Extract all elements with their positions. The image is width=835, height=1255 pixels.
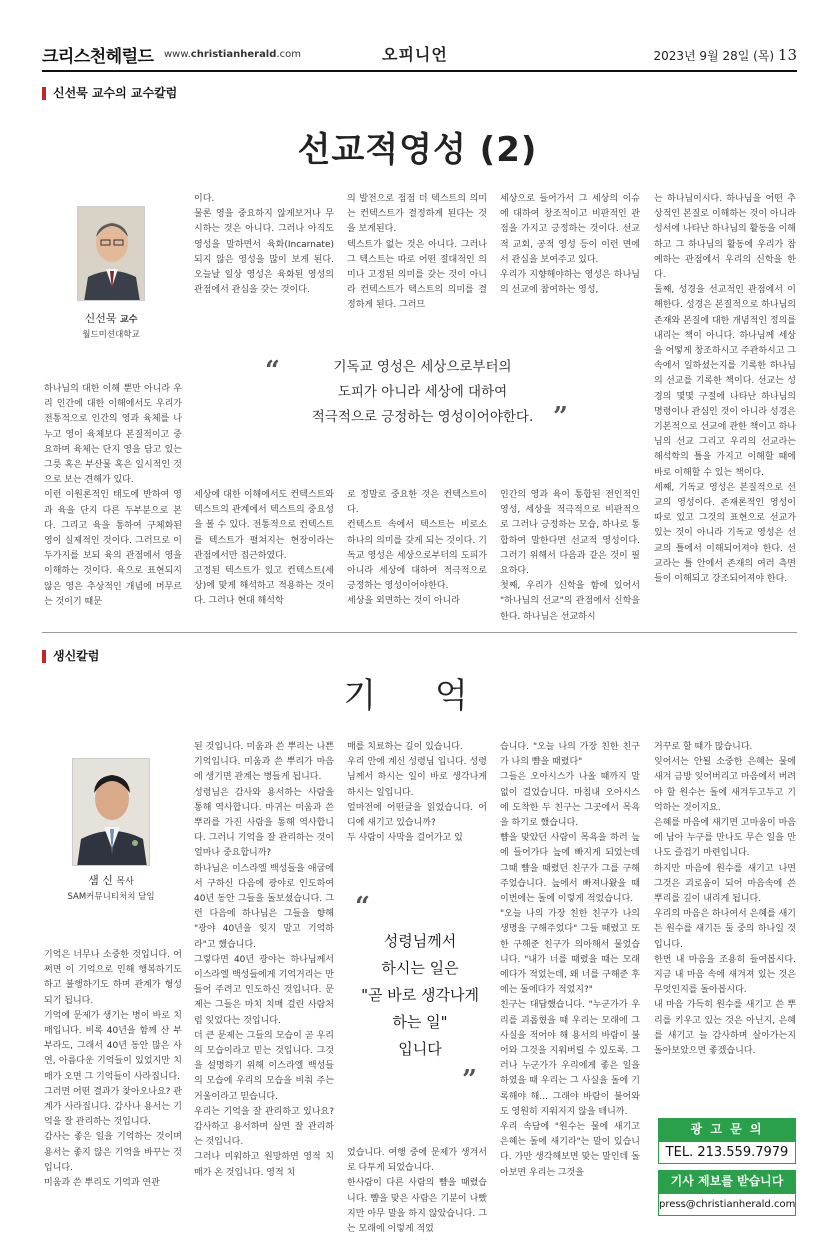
pull-quote-line: 입니다	[398, 1040, 442, 1058]
pull-quote-line: 기독교 영성은 세상으로부터의	[333, 359, 512, 375]
ad-box	[658, 1118, 796, 1216]
pull-quote-line: "곧 바로 생각나게	[361, 986, 479, 1004]
article2-column-3a: 매를 치료하는 길이 있습니다. 우리 안에 계신 성령님 입니다. 성령님께서 하시는 일이 바로 생각나게 하시는 일입니다. 얼마전에 어떤글을 읽었습니다. 어디에 새기고 있습니까? 두 사람이 사막을 걸어가고 있	[347, 742, 487, 844]
author-affiliation: SAM커뮤니티처치 담임	[67, 892, 155, 902]
page-number: 13	[777, 46, 797, 64]
pull-quote	[265, 355, 580, 430]
article-title: 기 억	[343, 676, 492, 716]
author-name-text: 샘 신	[88, 874, 113, 887]
pull-quote	[350, 928, 490, 1063]
pull-quote-line: 도피가 아니라 세상에 대하여	[337, 384, 508, 400]
issue-date	[653, 46, 797, 64]
url-domain: christianherald	[190, 49, 277, 60]
author-title: 목사	[116, 877, 134, 887]
article2-column-4: 습니다. "오늘 나의 가장 친한 친구가 나의 뺨을 때렸다" 그들은 오아시스가 나올 때까지 말없이 걸었습니다. 마침내 오아시스에 도착한 두 친구는 그곳에서 목욕을 하기로 했습니다. 뺨을 맞았던 사람이 목욕을 하러 늪에 들어가다 늪에 빠지게 되었는데 그때 뺨을 때렸던 친구가 그를 구해주었습니다. 늪에서 빠져나왔을 때 이번에는 돌에 이렇게 적었습니다. "오늘 나의 가장 친한 친구가 나의 생명을 구해주었다" 그들 때렸고 또한 구해준 친구가 의아해서 물었습니다. "내가 너를 때렸을 때는 모래에다가 적었는데, 왜 너를 구해준 후에는 돌에다가 적었지?" 친구는 대답했습니다. "누군가가 우리를 괴롭혔을 때 우리는 모래에 그 사실을 적어야 해 용서의 바람이 불어와 그것을 지워버릴 수 있도록. 그러나 누군가가 우리에게 좋은 일을 하였을 때 우리는 그 사실을 돌에 기록해야 해... 그래야 바람이 불어와도 영원히 지워지지 않을 테니까. 우리 속담에 "원수는 물에 새기고 은혜는 돌에 새기라"는 말이 있습니다. 가만 생각해보면 맞는 말인데 돌아보면 우리는 그것을	[500, 742, 640, 1178]
article1-column-2b: 세상에 대한 이해에서도 컨텍스트와 텍스트의 관계에서 텍스트의 중요성을 볼 수 있다. 전통적으로 컨텍스트를 텍스트가 펼쳐지는 현장이라는 관점에서만 접근하였다. 고정된 텍스트가 있고 컨텍스트(세상)에 맞게 해석하고 적용하는 것이다. 그러나 현대 해석학	[194, 490, 334, 607]
url-suffix: .com	[276, 49, 301, 60]
article1-column-4a: 세상으로 들어가서 그 세상의 이슈에 대하여 창조적이고 비판적인 관점을 가지고 긍정하는 것이다. 선교적 교회, 공적 영성 등이 이런 면에서 관심을 보여주고 있다. 우리가 지향해야하는 영성은 하나님의 선교에 참여하는 영성,	[500, 194, 640, 296]
author-photo	[72, 758, 150, 866]
article2-column-1: 기억은 너무나 소중한 것입니다. 어쩌면 이 기억으로 인해 행복하기도 하고 불행하기도 하며 관계가 형성되기 됩니다. 기억에 문제가 생기는 병이 바로 치매입니다. 비록 40년을 함께 산 부부라도, 그래서 40년 동안 많은 사연, 아름다운 기억들이 있었지만 치매가 오면 그 기억들이 사라집니다. 그러면 어떤 결과가 찾아오나요? 관계가 사라집니다. 감사나 용서는 기억을 잘 관리하는 것입니다. 감사는 좋은 일을 기억하는 것이며 용서는 좋지 않은 기억을 바꾸는 것입니다. 미움과 쓴 뿌리도 기억과 연관	[44, 950, 182, 1189]
pull-quote-line: 성령님께서	[383, 932, 457, 950]
column-section-label: 신선묵 교수의 교수칼럼	[42, 87, 177, 100]
date-text: 2023년 9월 28일 (목)	[653, 49, 775, 63]
ad-inquiry-header: 광 고 문 의	[658, 1118, 796, 1141]
section-divider	[42, 632, 797, 633]
newspaper-url[interactable]	[164, 49, 301, 60]
article1-column-3a: 의 발전으로 점점 더 텍스트의 의미는 컨텍스트가 결정하게 된다는 것을 보게된다. 텍스트가 없는 것은 아니다. 그러나 그 텍스트는 따로 어떤 절대적인 의미나 고정된 의미를 갖는 것이 아니라 컨텍스트가 텍스트의 의미를 결정하게 된다. 그러므	[347, 194, 487, 311]
author-name-text: 신선묵	[84, 312, 117, 325]
portrait-illustration	[78, 207, 145, 301]
url-prefix: www.	[164, 49, 191, 60]
article2-column-5: 거꾸로 할 때가 많습니다. 잊어서는 안될 소중한 은혜는 물에 새겨 금방 잊어버리고 마음에서 버려야 할 원수는 돌에 새겨두고두고 기억하는 것이지요. 은혜를 마음에 새기면 고마움이 마음에 남아 누구를 만나도 무슨 일을 만나도 즐겁기 마련입니다. 하지만 마음에 원수를 새기고 나면 그것은 괴로움이 되어 마음속에 쓴 뿌리를 깊이 내리게 됩니다. 우리의 마음은 하나여서 은혜를 새기든 원수를 새기든 둘 중의 하나일 것입니다. 한번 내 마음을 조용히 들여봅시다. 지금 내 마음 속에 새겨져 있는 것은 무엇인지를 돌아봅시다. 내 마음 가득히 원수를 새기고 쓴 뿌리를 키우고 있는 것은 아닌지, 은혜를 새기고 늘 감사하며 살아가는지 돌아보았으면 좋겠습니다.	[654, 742, 796, 1057]
masthead-rule	[42, 70, 797, 72]
author-affiliation: 월드미션대학교	[82, 330, 140, 340]
article1-column-3b: 로 정말로 중요한 것은 컨텍스트이다. 컨텍스트 속에서 텍스트는 비로소 하나의 의미를 갖게 되는 것이다. 기독교 영성은 세상으로부터의 도피가 아니라 세상에 대하여 적극적으로 긍정하는 영성이어야한다. 세상을 외면하는 것이 아니라	[347, 490, 487, 607]
ad-phone[interactable]: TEL. 213.559.7979	[658, 1141, 796, 1164]
author-photo	[77, 206, 145, 301]
article2-column-2: 된 것입니다. 미움과 쓴 뿌리는 나쁜 기억입니다. 미움과 쓴 뿌리가 마음에 생기면 관계는 병들게 됩니다. 성령님은 감사와 용서하는 사람을 통해 역사합니다. 마귀는 미움과 쓴 뿌리를 가진 사람을 통해 역사합니다. 그러니 기억을 잘 관리하는 것이 얼마나 중요합니까? 하나님은 이스라엘 백성들을 애굽에서 구하신 다음에 광야로 인도하여 40년 동안 그들을 돌보셨습니다. 그런 다음에 하나님은 그들을 향해 "광야 40년을 잊지 말고 기억하라"고 했습니다. 그렇다면 40년 광야는 하나님께서 이스라엘 백성들에게 기억거리는 만들어 주려고 인도하신 것입니다. 문제는 그들은 마치 치매 걸린 사람처럼 잊었다는 것입니다. 더 큰 문제는 그들의 모습이 곧 우리의 모습이라고 믿는 것입니다. 그것을 설명하기 위해 이스라엘 백성들의 모습에 우리의 모습을 비춰 주는 거울이라고 믿습니다. 우리는 기억을 잘 관리하고 있나요? 감사하고 용서하며 살면 잘 관리하는 것입니다. 그러나 미워하고 원망하면 영적 치매가 온 것입니다. 영적 치	[194, 742, 334, 1178]
open-quote-icon: “	[355, 892, 370, 922]
open-quote-icon: “	[265, 356, 280, 386]
close-quote-icon: ”	[462, 1065, 477, 1095]
article2-column-3b: 었습니다. 여행 중에 문제가 생겨서로 다투게 되었습니다. 한사람이 다른 사람의 뺨을 때렸습니다. 뺨을 맞은 사람은 기분이 나빴지만 아무 말을 하지 않았습니다. 그는 모래에 이렇게 적었	[347, 1148, 487, 1235]
portrait-illustration	[73, 759, 150, 866]
author-title: 교수	[120, 315, 138, 325]
article1-column-2a: 이다. 물론 영을 중요하지 않게보거나 무시하는 것은 아니다. 그러나 아직도 영성을 말하면서 육화(Incarnate)되지 않은 영성을 많이 보게 된다. 오늘날 일상 영성은 육화된 영성의 관점에서 관심을 갖는 것이다.	[194, 194, 334, 296]
pull-quote-line: 하는 일"	[392, 1013, 448, 1031]
section-name: 오피니언	[382, 45, 448, 64]
masthead	[42, 40, 797, 70]
pull-quote-line: 적극적으로 긍정하는 영성이어야한다.	[311, 409, 534, 425]
article-title: 선교적영성 (2)	[297, 130, 538, 170]
article1-column-5: 는 하나님이시다. 하나님을 어떤 추상적인 본질로 이해하는 것이 아니라 성서에 나타난 하나님의 활동을 이해하고 그 하나님의 활동에 우리가 참예하는 관점에서 우리의 신학을 한다. 둘째, 성경을 선교적인 관점에서 이해한다. 성경은 본질적으로 하나님의 존재와 본질에 대한 개념적인 정의를 내리는 책이 아니다. 하나님께 세상을 어떻게 창조하시고 주관하시고 그 속에서 일하셨는지를 기록한 하나님의 선교를 기록한 책이다. 선교는 성경의 몇몇 구절에 나타난 하나님의 명령이나 관심인 것이 아니라 성경은 기본적으로 선교에 관한 책이고 하나님의 선교 그리고 우리의 선교라는 해석학의 틀을 가지고 이해할 때에 바로 이해할 수 있는 책이다. 세째, 기독교 영성은 본질적으로 선교의 영성이다. 존재론적인 영성이 따로 있고 그것의 표현으로 선교가 있는 것이 아니라 기독교 영성은 선교의 틀에서 이해되어져야 한다. 선교라는 틀 안에서 존재의 여러 측면들이 이해되고 강조되어져야 한다.	[654, 194, 796, 585]
author-name	[62, 310, 160, 326]
author-name	[56, 872, 166, 888]
column-section-label: 생신칼럼	[42, 650, 99, 663]
pull-quote-line: 하시는 일은	[381, 959, 459, 977]
news-tip-header: 기사 제보를 받습니다	[658, 1170, 796, 1193]
article1-column-4b: 인간의 영과 육이 통합된 전인적인 영성, 세상을 적극적으로 비판적으로 그러나 긍정하는 모습, 하나로 통합하여 말한다면 선교적 영성이다. 그러기 위해서 다음과 같은 것이 필요하다. 첫째, 우리가 신학을 함에 있어서 "하나님의 선교"의 관점에서 신학을 한다. 하나님은 선교하시	[500, 490, 640, 622]
press-email-link[interactable]: press@christianherald.com	[658, 1193, 796, 1216]
newspaper-name: 크리스천헤럴드	[42, 47, 154, 67]
close-quote-icon: ”	[553, 402, 568, 432]
article1-column-1: 하나님의 대한 이해 뿐만 아니라 우리 인간에 대한 이해에서도 우리가 전통적으로 인간의 영과 육체를 나누고 영이 육체보다 본질적이고 중요하며 육체는 단지 영을 담고 있는 그릇 혹은 부산물 혹은 일시적인 것으로 보는 견해가 있다. 이런 이원론적인 태도에 반하여 영과 육을 단지 다른 두부분으로 본다. 그리고 육을 통하여 구체화된 영이 실제적인 것이다. 그러므로 이 두가지를 보되 육의 관점에서 영을 이해하는 것이다. 육으로 표현되지 않은 영은 추상적인 개념에 머무르는 것이기 때문	[44, 384, 182, 607]
